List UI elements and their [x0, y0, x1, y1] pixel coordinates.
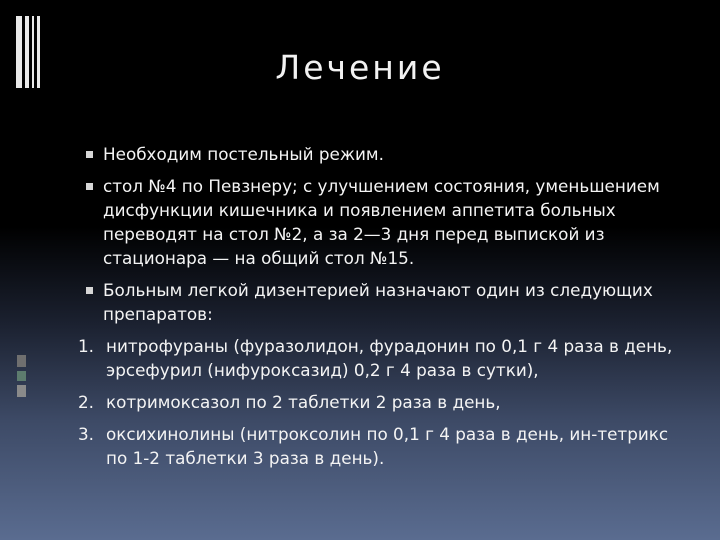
- numbered-text: котримоксазол по 2 таблетки 2 раза в день,: [106, 392, 501, 412]
- decor-square: [17, 385, 26, 397]
- numbered-item: [78, 422, 682, 470]
- square-bullet-icon: [86, 151, 93, 158]
- item-number: 2.: [78, 392, 95, 412]
- bullet-text: Необходим постельный режим.: [103, 144, 384, 164]
- bullet-item: [82, 278, 682, 326]
- numbered-item: [78, 390, 682, 414]
- item-number: 1.: [78, 336, 95, 356]
- item-number: 3.: [78, 424, 95, 444]
- bullet-item: [82, 142, 682, 166]
- square-bullet-icon: [86, 183, 93, 190]
- numbered-text: оксихинолины (нитроксолин по 0,1 г 4 раза в день, ин-тетрикс по 1-2 таблетки 3 раза в день).: [106, 424, 669, 468]
- square-bullet-icon: [86, 287, 93, 294]
- slide-content: [78, 142, 682, 478]
- bullet-text: стол №4 по Певзнеру; с улучшением состояния, уменьшением дисфункции кишечника и появлением аппетита больных переводят на стол №2, а за 2—3 дня перед выпиской из стационара — на общий стол №15.: [103, 176, 660, 268]
- decor-square: [17, 355, 26, 367]
- decor-square: [17, 371, 26, 381]
- bullet-item: [82, 174, 682, 270]
- bullet-text: Больным легкой дизентерией назначают один из следующих препаратов:: [103, 280, 653, 324]
- numbered-text: нитрофураны (фуразолидон, фурадонин по 0,1 г 4 раза в день, эрсефурил (нифуроксазид) 0,2 г 4 раза в сутки),: [106, 336, 673, 380]
- slide-title: Лечение: [275, 48, 445, 87]
- numbered-item: [78, 334, 682, 382]
